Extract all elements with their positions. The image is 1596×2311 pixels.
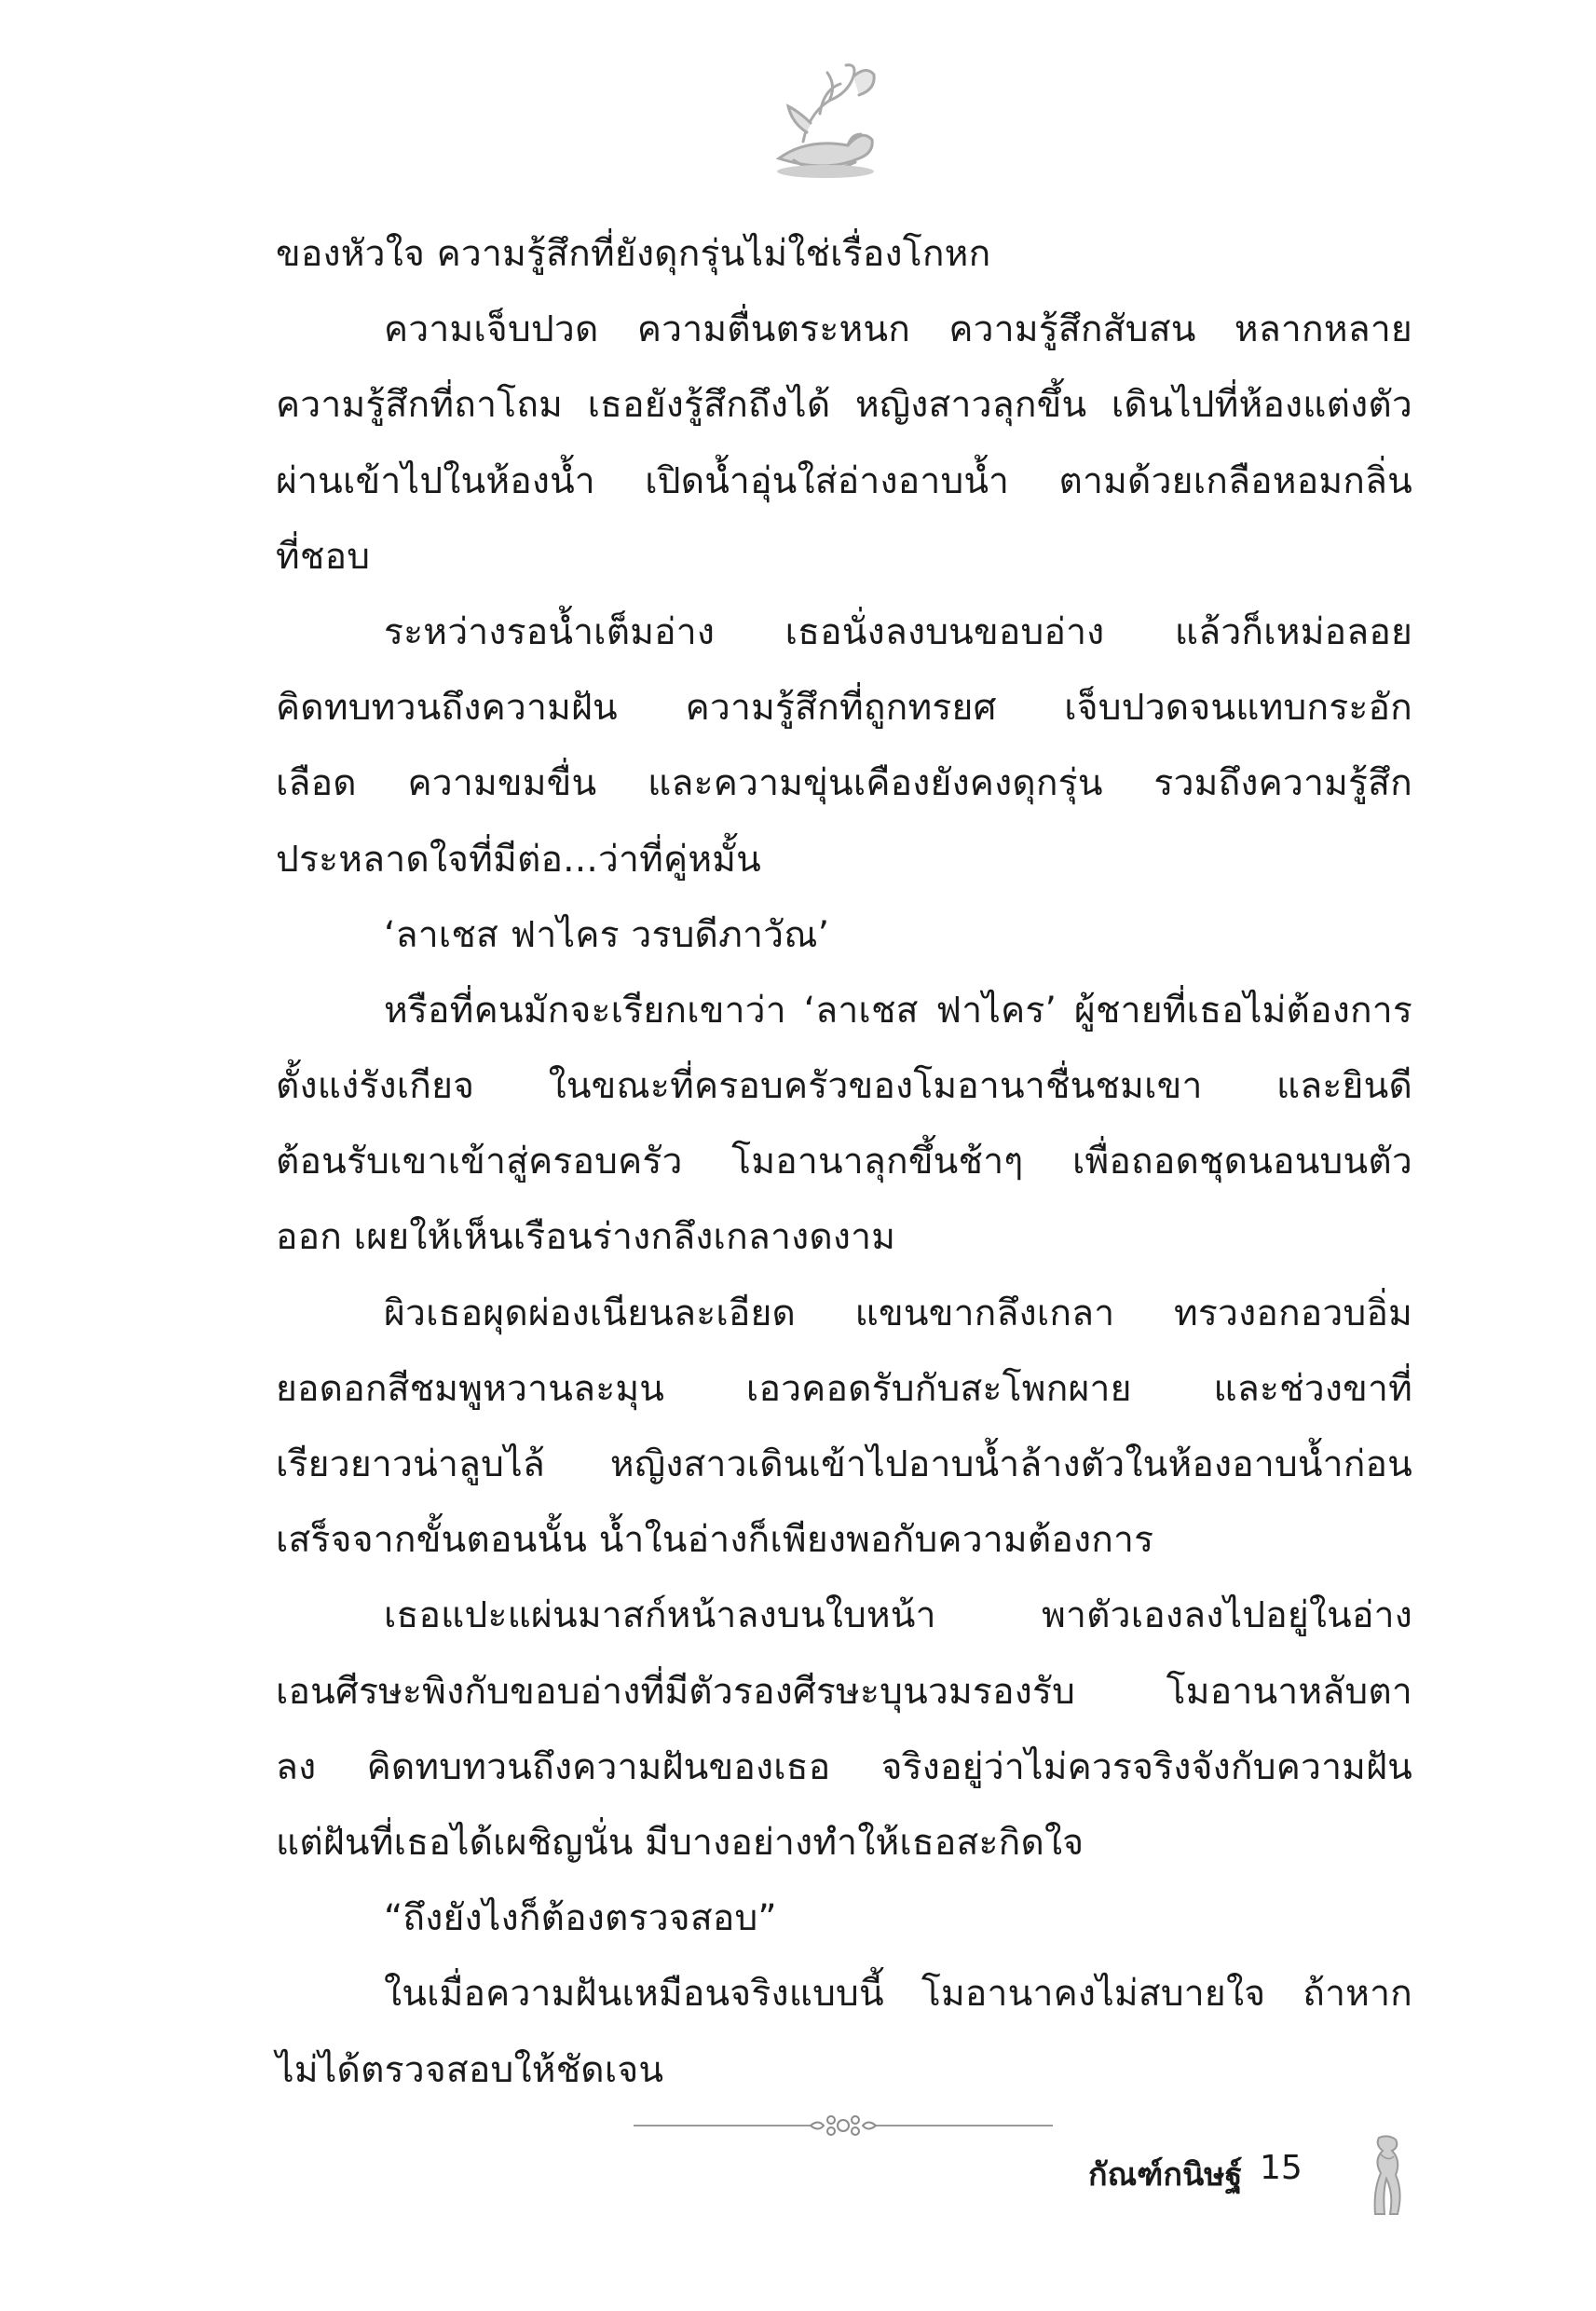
text-line: ความเจ็บปวด ความตื่นตระหนก ความรู้สึกสับสน หลากหลาย: [384, 308, 1412, 351]
text-line: ในเมื่อความฝันเหมือนจริงแบบนี้ โมอานาคงไม่สบายใจ ถ้าหาก: [384, 1973, 1412, 2016]
text-line: ลง คิดทบทวนถึงความฝันของเธอ จริงอยู่ว่าไม่ควรจริงจังกับความฝัน: [276, 1745, 1412, 1788]
text-line: ยอดอกสีชมพูหวานละมุน เอวคอดรับกับสะโพกผาย และช่วงขาที่: [276, 1367, 1412, 1410]
text-line: ความรู้สึกที่ถาโถม เธอยังรู้สึกถึงได้ หญิงสาวลุกขึ้น เดินไปที่ห้องแต่งตัว: [276, 384, 1412, 427]
text-line: ตั้งแง่รังเกียจ ในขณะที่ครอบครัวของโมอานาชื่นชมเขา และยินดี: [276, 1065, 1412, 1108]
text-line: “ถึงยังไงก็ต้องตรวจสอบ”: [384, 1897, 777, 1940]
text-line: ของหัวใจ ความรู้สึกที่ยังดุกรุ่นไม่ใช่เรื่องโกหก: [276, 233, 991, 275]
text-line: ระหว่างรอน้ำเต็มอ่าง เธอนั่งลงบนขอบอ่าง แล้วก็เหม่อลอย: [384, 610, 1412, 653]
text-line: เธอแปะแผ่นมาสก์หน้าลงบนใบหน้า พาตัวเองลงไปอยู่ในอ่าง: [384, 1594, 1412, 1637]
text-line: คิดทบทวนถึงความฝัน ความรู้สึกที่ถูกทรยศ เจ็บปวดจนแทบกระอัก: [276, 687, 1412, 730]
text-line: แต่ฝันที่เธอได้เผชิญนั่น มีบางอย่างทำให้เธอสะกิดใจ: [276, 1821, 1084, 1864]
text-line: ผ่านเข้าไปในห้องน้ำ เปิดน้ำอุ่นใส่อ่างอาบน้ำ ตามด้วยเกลือหอมกลิ่น: [276, 459, 1412, 502]
text-line: เรียวยาวน่าลูบไล้ หญิงสาวเดินเข้าไปอาบน้ำล้างตัวในห้องอาบน้ำก่อน: [276, 1443, 1412, 1485]
text-line: หรือที่คนมักจะเรียกเขาว่า ‘ลาเชส ฟาไคร’ ผู้ชายที่เธอไม่ต้องการ: [384, 989, 1412, 1032]
text-line: เสร็จจากขั้นตอนนั้น น้ำในอ่างก็เพียงพอกับความต้องการ: [276, 1519, 1154, 1562]
lamp-ornament-icon: [751, 48, 900, 188]
ribbon-ornament-icon: [1368, 2134, 1407, 2218]
text-line: เลือด ความขมขื่น และความขุ่นเคืองยังคงดุกรุ่น รวมถึงความรู้สึก: [276, 762, 1412, 805]
text-line: ประหลาดใจที่มีต่อ...ว่าที่คู่หมั้น: [276, 838, 762, 881]
text-line: ไม่ได้ตรวจสอบให้ชัดเจน: [276, 2048, 664, 2091]
text-line: ผิวเธอผุดผ่องเนียนละเอียด แขนขากลึงเกลา ทรวงอกอวบอิ่ม: [384, 1292, 1412, 1334]
text-line: ‘ลาเชส ฟาไคร วรบดีภาวัณ’: [384, 913, 830, 956]
footer-divider-ornament: [634, 2112, 1053, 2140]
page-number: 15: [1260, 2149, 1303, 2187]
text-line: เอนศีรษะพิงกับขอบอ่างที่มีตัวรองศีรษะบุนวมรองรับ โมอานาหลับตา: [276, 1670, 1412, 1713]
text-line: ที่ชอบ: [276, 535, 371, 578]
author-name: กัณฑ์กนิษฐ์: [1088, 2156, 1243, 2194]
text-line: ออก เผยให้เห็นเรือนร่างกลึงเกลางดงาม: [276, 1216, 896, 1259]
text-line: ต้อนรับเขาเข้าสู่ครอบครัว โมอานาลุกขึ้นช้าๆ เพื่อถอดชุดนอนบนตัว: [276, 1141, 1412, 1183]
body-text: [276, 216, 1412, 2108]
